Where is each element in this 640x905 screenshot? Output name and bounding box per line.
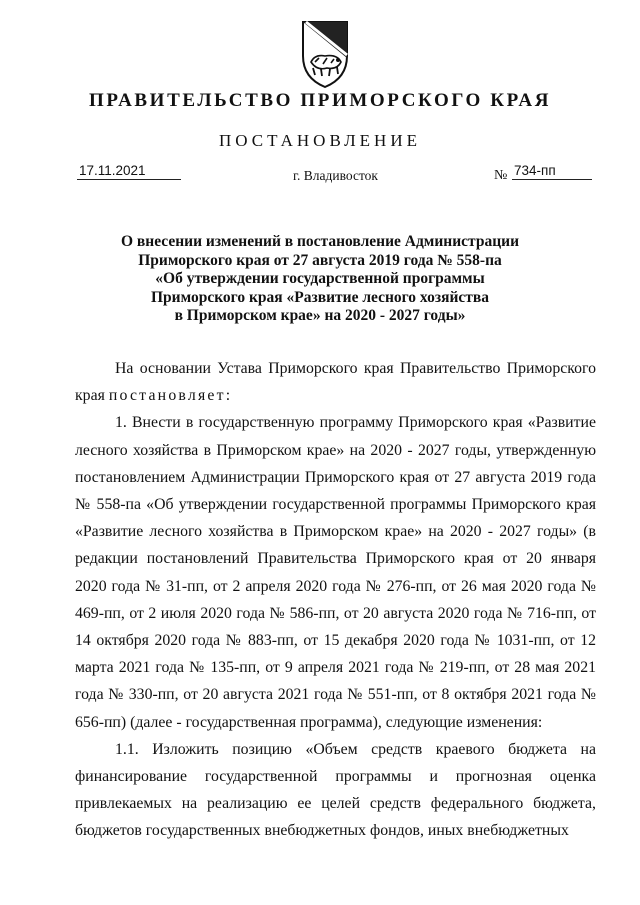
item-1-1-paragraph: 1.1. Изложить позицию «Объем средств краевого бюджета на финансирование государственной программы и прогнозная оценка привлекаемых на реализацию ее целей средств федерального бюджета, бюджетов государственных внебюджетных фондов, иных внебюджетных bbox=[75, 740, 596, 840]
document-type: ПОСТАНОВЛЕНИЕ bbox=[218, 131, 421, 150]
subject-line: Приморского края от 27 августа 2019 года № 558-па bbox=[138, 251, 502, 269]
document-number: 734-пп bbox=[512, 163, 592, 180]
document-date: 17.11.2021 bbox=[77, 163, 181, 180]
subject-line: «Об утверждении государственной программы bbox=[155, 270, 485, 287]
intro-text: На основании Устава Приморского края Правительство Приморского края bbox=[75, 360, 596, 405]
document-body bbox=[75, 355, 596, 845]
subject-line: О внесении изменений в постановление Администрации bbox=[120, 233, 519, 250]
primorsky-krai-coat-of-arms-emblem bbox=[297, 18, 353, 90]
subject-line: в Приморском крае» на 2020 - 2027 годы» bbox=[174, 307, 466, 324]
document-subject bbox=[80, 233, 560, 326]
item-1-paragraph: 1. Внести в государственную программу Приморского края «Развитие лесного хозяйства в Приморском крае» на 2020 - 2027 годы, утвержденную постановлением Администрации Приморского края от 27 августа 2019 года № 558-па «Об утверждении государственной программы Приморского края «Развитие лесного хозяйства в Приморском крае» на 2020 - 2027 годы» (в редакции постановлений Правительства Приморского края от 20 января 2020 года № 31-пп, от 2 апреля 2020 года № 276-пп, от 26 мая 2020 года № 469-пп, от 2 июля 2020 года № 586-пп, от 20 августа 2020 года № 716-пп, от 14 октября 2020 года № 883-пп, от 15 декабря 2020 года № 1031-пп, от 12 марта 2021 года № 135-пп, от 9 апреля 2021 года № 219-пп, от 28 мая 2021 года № 330-пп, от 20 августа 2021 года № 551-пп, от 8 октября 2021 года № 656-пп) (далее - государственная программа), следующие изменения: bbox=[75, 414, 596, 731]
intro-paragraph bbox=[75, 355, 596, 409]
document-city: г. Владивосток bbox=[293, 168, 378, 183]
government-title: ПРАВИТЕЛЬСТВО ПРИМОРСКОГО КРАЯ bbox=[88, 90, 552, 111]
decree-word: постановляет: bbox=[108, 387, 233, 405]
subject-line: Приморского края «Развитие лесного хозяйства bbox=[151, 288, 489, 306]
number-sign: № bbox=[494, 168, 508, 183]
